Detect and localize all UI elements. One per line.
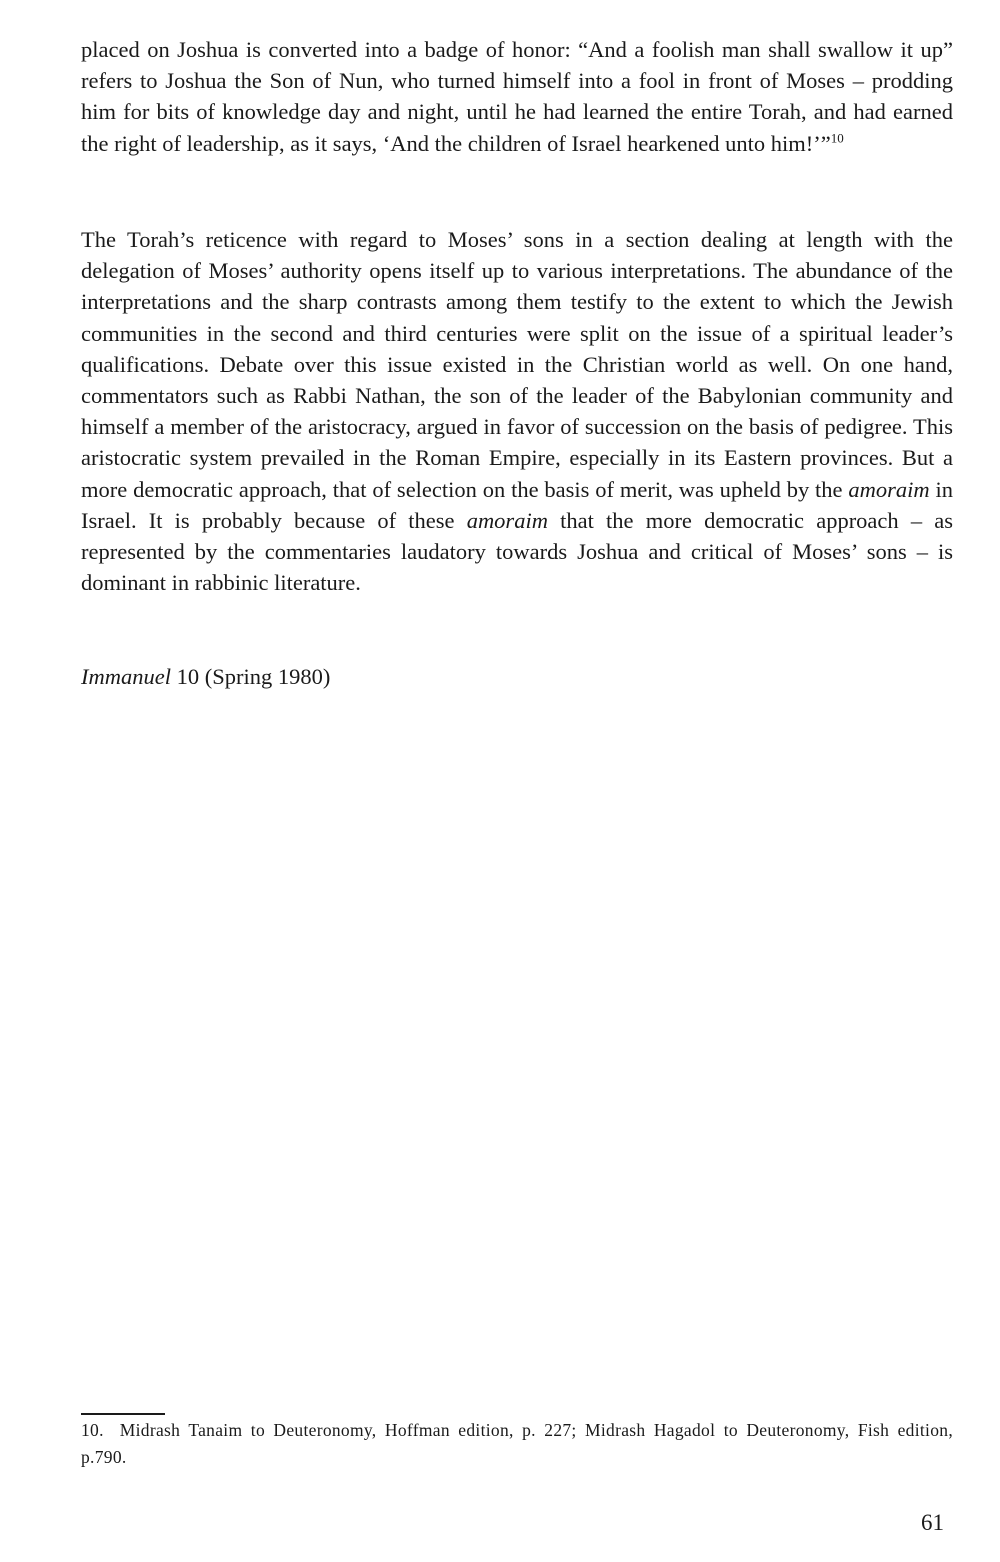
paragraph-1-text: placed on Joshua is converted into a badge of honor: “And a foolish man shall swallow it up” refers to Joshua the Son of Nun, who turned himself into a fool in front of Moses – prodding him for bits of knowledge day and night, until he had learned the entire Torah, and had earned the right of leadership, as it says, ‘And the children of Israel hearkened unto him!’” <box>81 37 953 156</box>
paragraph-2-italic-amoraim-2: amoraim <box>466 507 548 533</box>
footnote <box>81 1417 953 1471</box>
paragraph-2-part-1: The Torah’s reticence with regard to Moses’ sons in a section dealing at length with the delegation of Moses’ authority opens itself up to various interpretations. The abundance of the interpretations and the sharp contrasts among them testify to the extent to which the Jewish communities in the second and third centuries were split on the issue of a spiritual leader’s qualifications. Debate over this issue existed in the Christian world as well. On one hand, commentators such as Rabbi Nathan, the son of the leader of the Babylonian community and himself a member of the aristocracy, argued in favor of succession on the basis of pedigree. This aristocratic system prevailed in the Roman Empire, especially in its Eastern provinces. But a more democratic approach, that of selection on the basis of merit, was upheld by the <box>81 227 953 502</box>
footnote-number: 10. <box>81 1420 104 1440</box>
body-paragraph-2 <box>81 224 953 598</box>
footnote-reference[interactable]: 10 <box>830 130 844 146</box>
journal-issue: 10 (Spring 1980) <box>170 664 331 689</box>
footnote-divider <box>81 1413 165 1415</box>
footnote-text: Midrash Tanaim to Deuteronomy, Hoffman edition, p. 227; Midrash Hagadol to Deuteronomy, Fish edition, p.790. <box>81 1420 953 1467</box>
page-number: 61 <box>921 1510 944 1535</box>
paragraph-2-part-2: in Israel. It is probably because of these <box>81 476 953 533</box>
source-citation <box>81 661 330 692</box>
paragraph-2-part-3: that the more democratic approach – as represented by the commentaries laudatory towards Joshua and critical of Moses’ sons – is dominant in rabbinic literature. <box>81 507 953 596</box>
paragraph-2-italic-amoraim-1: amoraim <box>848 476 930 502</box>
body-paragraph-1 <box>81 34 953 159</box>
journal-name: Immanuel <box>81 664 171 689</box>
